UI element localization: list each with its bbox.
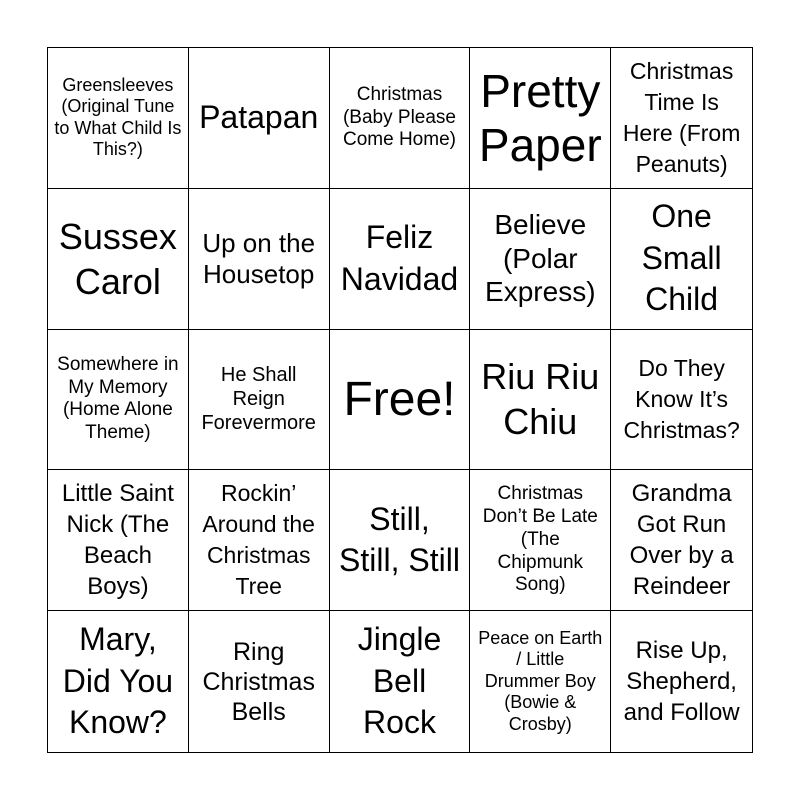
bingo-cell-r5c2[interactable] (189, 611, 330, 752)
bingo-cell-r5c5[interactable] (611, 611, 752, 752)
bingo-cell-r5c1[interactable] (48, 611, 189, 752)
cell-label: Jingle Bell Rock (357, 621, 442, 741)
cell-label: Christmas (Baby Please Come Home) (342, 83, 456, 151)
cell-label: Sussex Carol (58, 215, 177, 302)
bingo-cell-r2c1[interactable] (48, 189, 189, 330)
bingo-cell-r3c3[interactable] (330, 330, 471, 471)
bingo-cell-r2c5[interactable] (611, 189, 752, 330)
bingo-cell-r2c4[interactable] (470, 189, 611, 330)
cell-label: Ring Christmas Bells (202, 637, 315, 726)
cell-label: Christmas Don’t Be Late (The Chipmunk Song) (482, 483, 598, 596)
bingo-board (47, 47, 753, 753)
bingo-cell-r1c5[interactable] (611, 48, 752, 189)
cell-label: Grandma Got Run Over by a Reindeer (629, 479, 734, 601)
bingo-cell-r4c2[interactable] (189, 470, 330, 611)
bingo-cell-r4c1[interactable] (48, 470, 189, 611)
cell-label: Up on the Housetop (202, 227, 316, 289)
cell-label: Feliz Navidad (340, 219, 459, 297)
cell-label: Little Saint Nick (The Beach Boys) (61, 479, 174, 601)
cell-label: One Small Child (641, 198, 722, 318)
bingo-cell-r4c5[interactable] (611, 470, 752, 611)
cell-label: Rise Up, Shepherd, and Follow (623, 636, 740, 727)
cell-label: Do They Know It’s Christmas? (623, 354, 740, 444)
bingo-cell-r4c3[interactable] (330, 470, 471, 611)
bingo-cell-r3c4[interactable] (470, 330, 611, 471)
bingo-cell-r2c2[interactable] (189, 189, 330, 330)
cell-label: Pretty Paper (478, 64, 602, 171)
bingo-cell-r3c1[interactable] (48, 330, 189, 471)
cell-label: Riu Riu Chiu (481, 356, 600, 443)
cell-label: Somewhere in My Memory (Home Alone Theme) (57, 353, 179, 444)
cell-label: He Shall Reign Forevermore (201, 364, 316, 435)
bingo-cell-r2c3[interactable] (330, 189, 471, 330)
cell-label: Believe (Polar Express) (485, 209, 596, 308)
free-space-label: Free! (343, 372, 456, 426)
bingo-cell-r1c4[interactable] (470, 48, 611, 189)
bingo-cell-r1c2[interactable] (189, 48, 330, 189)
cell-label: Rockin’ Around the Christmas Tree (202, 480, 315, 600)
bingo-cell-r4c4[interactable] (470, 470, 611, 611)
bingo-cell-r3c2[interactable] (189, 330, 330, 471)
cell-label: Mary, Did You Know? (62, 621, 174, 741)
bingo-cell-r1c3[interactable] (330, 48, 471, 189)
bingo-cell-r1c1[interactable] (48, 48, 189, 189)
cell-label: Patapan (199, 99, 319, 136)
bingo-cell-r3c5[interactable] (611, 330, 752, 471)
cell-label: Still, Still, Still (339, 500, 460, 579)
cell-label: Peace on Earth / Little Drummer Boy (Bowie & Crosby) (478, 627, 603, 734)
cell-label: Greensleeves (Original Tune to What Child Is This?) (54, 74, 182, 160)
bingo-cell-r5c3[interactable] (330, 611, 471, 752)
cell-label: Christmas Time Is Here (From Peanuts) (622, 57, 741, 177)
bingo-cell-r5c4[interactable] (470, 611, 611, 752)
